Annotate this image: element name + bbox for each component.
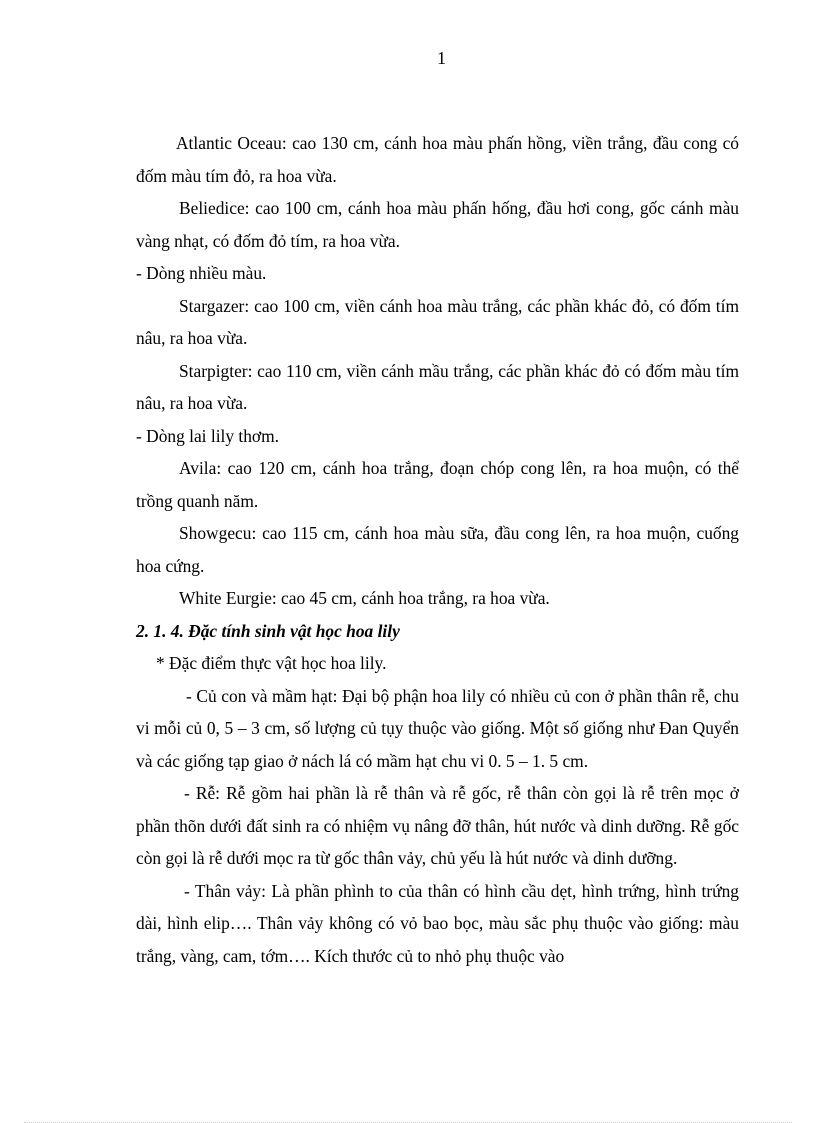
section-heading: 2. 1. 4. Đặc tính sinh vật học hoa lily — [136, 620, 400, 641]
document-body — [136, 127, 739, 972]
subsection-label: * Đặc điểm thực vật học hoa lily. — [156, 653, 387, 673]
paragraph-bulblets: - Củ con và mầm hạt: Đại bộ phận hoa lily có nhiều củ con ở phần thân rễ, chu vi mỗi củ 0, 5 – 3 cm, số lượng củ tụy thuộc vào giống. Một số giống như Đan Quyển và các giống tạp giao ở nách lá có mầm hạt chu vi 0. 5 – 1. 5 cm. — [136, 685, 739, 771]
list-item-fragrant-hybrid-line: - Dòng lai lily thơm. — [136, 425, 279, 446]
paragraph-beliedice: Beliedice: cao 100 cm, cánh hoa màu phấn hống, đầu hơi cong, gốc cánh màu vàng nhạt, có đốm đỏ tím, ra hoa vừa. — [136, 198, 739, 251]
paragraph-scaly-bulb: - Thân vảy: Là phần phình to của thân có hình cầu dẹt, hình trứng, hình trứng dài, hình elip…. Thân vảy không có vỏ bao bọc, màu sắc phụ thuộc vào giống: màu trắng, vàng, cam, tớm…. Kích thước củ to nhỏ phụ thuộc vào — [136, 880, 739, 966]
paragraph-roots: - Rễ: Rễ gồm hai phần là rễ thân và rễ gốc, rễ thân còn gọi là rễ trên mọc ở phần thõn dưới đất sinh ra có nhiệm vụ nâng đỡ thân, hút nước và dinh dưỡng. Rễ gốc còn gọi là rễ dưới mọc ra từ gốc thân vảy, chủ yếu là hút nước và dinh dưỡng. — [136, 783, 739, 868]
paragraph-atlantic-oceau: Atlantic Oceau: cao 130 cm, cánh hoa màu phấn hồng, viền trắng, đầu cong có đốm màu tím đỏ, ra hoa vừa. — [136, 133, 739, 186]
paragraph-white-eurgie: White Eurgie: cao 45 cm, cánh hoa trắng, ra hoa vừa. — [179, 588, 550, 608]
list-item-multicolor-line: - Dòng nhiều màu. — [136, 263, 267, 283]
paragraph-showgecu: Showgecu: cao 115 cm, cánh hoa màu sữa, đầu cong lên, ra hoa muộn, cuống hoa cứng. — [136, 523, 739, 576]
paragraph-avila: Avila: cao 120 cm, cánh hoa trắng, đoạn chóp cong lên, ra hoa muộn, có thể trồng quanh năm. — [136, 458, 739, 511]
page-number: 1 — [437, 48, 446, 68]
paragraph-stargazer: Stargazer: cao 100 cm, viền cánh hoa màu trắng, các phần khác đỏ, có đốm tím nâu, ra hoa vừa. — [136, 295, 739, 348]
paragraph-starpigter: Starpigter: cao 110 cm, viền cánh mầu trắng, các phần khác đỏ có đốm màu tím nâu, ra hoa vừa. — [136, 360, 739, 413]
